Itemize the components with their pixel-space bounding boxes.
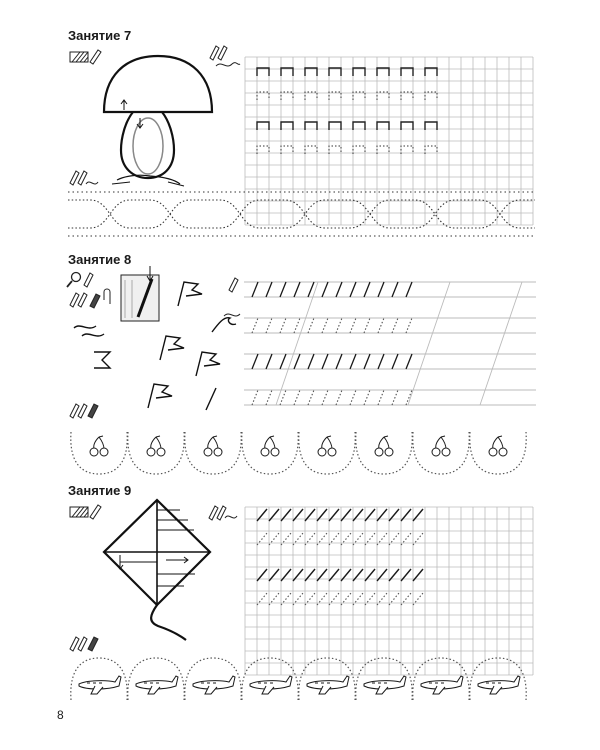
slanted-stroke [364,354,370,369]
slanted-stroke [252,354,258,369]
airplane-icon [364,676,406,694]
lesson-9-title: Занятие 9 [68,483,132,498]
cherry-icon [489,436,507,456]
slanted-stroke [336,318,342,333]
slanted-stroke [406,282,412,297]
lesson-9-grid [245,507,533,675]
slanted-stroke [322,390,328,405]
airplane-arch-row [71,658,526,700]
pencil-icon [70,404,87,418]
slanted-stroke [252,282,258,297]
airplane-icon [193,676,235,694]
pencil-icon [90,505,101,519]
pencil-icon [70,637,87,651]
dotted-arch [413,432,469,474]
hatched-rectangle-icon [70,52,88,62]
slanted-stroke [294,318,300,333]
eraser-icon [88,637,98,651]
cherry-arch-row [71,432,526,474]
slanted-stroke [294,354,300,369]
eraser-icon [88,404,98,418]
square-wave-pattern [257,68,437,130]
cherry-icon [432,436,450,456]
airplane-icon [421,676,463,694]
slanted-stroke [336,282,342,297]
slanted-stroke [406,318,412,333]
tracing-grids [245,57,533,675]
slanted-stroke [308,390,314,405]
slanted-stroke [392,390,398,405]
cherry-icon [204,436,222,456]
slanted-stroke [392,318,398,333]
pencil-icon [224,278,240,316]
dotted-arch [128,432,184,474]
pencil-icon [70,171,98,185]
slanted-stroke [378,282,384,297]
slanted-writing-ruling [244,282,536,405]
cherry-icon [375,436,393,456]
pencil-icon [70,273,93,307]
stick-in-frame-drawing [121,266,159,321]
page-number: 8 [57,708,64,722]
dotted-arch [356,432,412,474]
cherry-icon [318,436,336,456]
pencil-icon [210,46,240,66]
slanted-stroke [336,354,342,369]
slanted-stroke [280,318,286,333]
slanted-stroke [392,354,398,369]
kite-drawing [104,500,210,640]
slanted-stroke [308,354,314,369]
slanted-stroke [364,318,370,333]
dotted-arch [185,432,241,474]
slanted-strokes [252,282,412,405]
slanted-stroke [350,390,356,405]
slanted-stroke [266,318,272,333]
cherry-icon [147,436,165,456]
airplane-icon [307,676,349,694]
paper-clip-icon [104,289,110,304]
dotted-arch [299,432,355,474]
slanted-stroke [294,390,300,405]
lesson-8-title: Занятие 8 [68,252,132,267]
pencil-icon [90,50,101,64]
cherry-icon [261,436,279,456]
lesson-7-title: Занятие 7 [68,28,132,43]
slanted-stroke [294,282,300,297]
cherry-icon [90,436,108,456]
slanted-stroke [308,318,314,333]
slanted-stroke [322,318,328,333]
slanted-stroke [336,390,342,405]
slanted-stroke [266,390,272,405]
dotted-arch [470,432,526,474]
slanted-stroke [252,318,258,333]
square-wave-pattern-dotted [257,92,437,154]
magnifier-icon [67,273,81,288]
slanted-stroke [252,390,258,405]
slanted-stroke [350,282,356,297]
mushroom-drawing [104,56,212,186]
airplane-icon [478,676,520,694]
slanted-stroke [378,390,384,405]
pencil-icon [209,506,237,520]
airplane-icon [250,676,292,694]
slanted-stroke [266,354,272,369]
slanted-stroke [350,354,356,369]
airplane-icon [79,676,121,694]
slanted-stroke [322,354,328,369]
slanted-stroke [364,390,370,405]
slanted-stroke [378,318,384,333]
airplane-icon [136,676,178,694]
slanted-stroke [378,354,384,369]
slanted-stroke [392,282,398,297]
slanted-stroke [280,354,286,369]
hatched-rectangle-icon [70,507,88,517]
slanted-stroke [266,282,272,297]
slanted-stroke [350,318,356,333]
dotted-arch [71,432,127,474]
slanted-stroke [364,282,370,297]
slanted-stroke [406,354,412,369]
slanted-stroke [308,282,314,297]
dotted-arch [242,432,298,474]
slanted-stroke [280,282,286,297]
slanted-stroke [280,390,286,405]
eraser-icon [90,294,100,308]
slanted-stroke [322,282,328,297]
braided-dotted-pattern [68,192,535,236]
